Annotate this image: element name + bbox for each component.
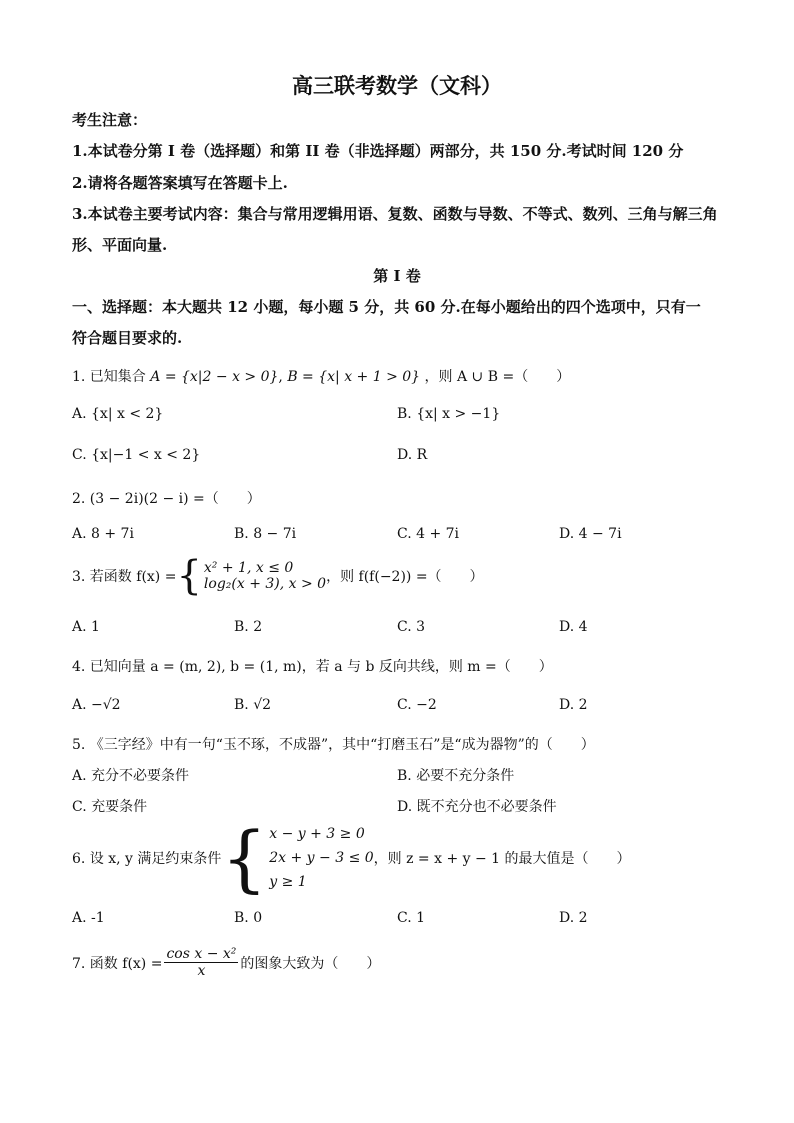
question-3-stem [72, 553, 484, 599]
section-instructions-line-1: 一、选择题：本大题共 12 小题，每小题 5 分，共 60 分.在每小题给出的四个选项中，只有一 [72, 298, 701, 316]
left-brace-icon: { [176, 553, 202, 599]
question-2-option-d[interactable]: D. 4 − 7i [559, 526, 622, 542]
question-5-option-c[interactable]: C. 充要条件 [72, 799, 148, 815]
question-4-option-d[interactable]: D. 2 [559, 697, 588, 713]
question-5-option-a[interactable]: A. 充分不必要条件 [72, 768, 190, 784]
question-6-prefix: 6. 设 x, y 满足约束条件 [72, 851, 222, 867]
question-6-option-a[interactable]: A. -1 [72, 910, 105, 926]
notice-item-3-line-1: 3.本试卷主要考试内容：集合与常用逻辑用语、复数、函数与导数、不等式、数列、三角与解三角 [72, 205, 718, 223]
question-3-suffix: ，则 f(f(−2)) =（ ） [326, 569, 484, 585]
question-7-fraction [164, 946, 238, 979]
question-1-set-b: B = {x| x + 1 > 0} [287, 369, 421, 385]
question-3-case-2: log₂(x + 3), x > 0 [203, 576, 327, 592]
question-7-suffix: 的图象大致为（ ） [240, 955, 381, 972]
question-6-option-c[interactable]: C. 1 [397, 910, 426, 926]
question-1-option-d[interactable]: D. R [397, 447, 428, 463]
question-7-prefix: 7. 函数 f(x) = [72, 955, 163, 972]
question-6-constraints [221, 816, 374, 900]
question-2-stem: 2. (3 − 2i)(2 − i) =（ ） [72, 491, 261, 507]
page-title: 高三联考数学（文科） [292, 73, 502, 98]
question-4-option-c[interactable]: C. −2 [397, 697, 437, 713]
question-6-case-2: 2x + y − 3 ≤ 0 [269, 850, 374, 866]
notice-item-2: 2.请将各题答案填写在答题卡上. [72, 174, 288, 192]
question-1-suffix: ，则 A ∪ B =（ ） [424, 369, 571, 385]
question-3-case-1: x² + 1, x ≤ 0 [203, 560, 294, 576]
question-1-option-c[interactable]: C. {x|−1 < x < 2} [72, 447, 201, 463]
question-5-option-b[interactable]: B. 必要不充分条件 [397, 768, 515, 784]
left-brace-icon: { [221, 816, 268, 900]
question-6-option-b[interactable]: B. 0 [234, 910, 263, 926]
question-7-numerator: cos x − x² [166, 946, 237, 962]
question-6-suffix: ，则 z = x + y − 1 的最大值是（ ） [373, 851, 631, 867]
notice-item-1: 1.本试卷分第 I 卷（选择题）和第 II 卷（非选择题）两部分，共 150 分.考试时间 120 分 [72, 142, 684, 160]
section-instructions-line-2: 符合题目要求的. [72, 329, 183, 347]
question-3-option-b[interactable]: B. 2 [234, 619, 263, 635]
question-6-case-3: y ≥ 1 [269, 874, 307, 890]
question-4-option-b[interactable]: B. √2 [234, 697, 272, 713]
question-4-stem: 4. 已知向量 a = (m, 2), b = (1, m)，若 a 与 b 反向共线，则 m =（ ） [72, 659, 553, 675]
notice-item-3-line-2: 形、平面向量. [72, 236, 168, 254]
question-6-case-1: x − y + 3 ≥ 0 [269, 826, 365, 842]
question-3-option-d[interactable]: D. 4 [559, 619, 588, 635]
question-1-set-a: A = {x|2 − x > 0} [150, 369, 279, 385]
question-1-option-a[interactable]: A. {x| x < 2} [72, 406, 164, 422]
notice-heading: 考生注意： [72, 111, 148, 129]
question-3-prefix: 3. 若函数 f(x) = [72, 569, 177, 585]
question-2-option-a[interactable]: A. 8 + 7i [72, 526, 134, 542]
question-6-option-d[interactable]: D. 2 [559, 910, 588, 926]
question-3-option-a[interactable]: A. 1 [72, 619, 100, 635]
question-2-option-b[interactable]: B. 8 − 7i [234, 526, 297, 542]
question-5-option-d[interactable]: D. 既不充分也不必要条件 [397, 799, 557, 815]
question-3-option-c[interactable]: C. 3 [397, 619, 426, 635]
volume-heading: 第 I 卷 [373, 267, 421, 285]
question-6-stem [72, 816, 631, 900]
question-3-piecewise [176, 553, 327, 599]
question-2-option-c[interactable]: C. 4 + 7i [397, 526, 460, 542]
question-1-prefix: 1. 已知集合 [72, 369, 146, 385]
question-5-stem: 5. 《三字经》中有一句“玉不琢，不成器”，其中“打磨玉石”是“成为器物”的（ ） [72, 737, 595, 753]
question-1-option-b[interactable]: B. {x| x > −1} [397, 406, 501, 422]
question-7-stem [72, 946, 380, 979]
question-7-denominator: x [197, 963, 206, 979]
question-1-stem: 1. 已知集合 A = {x|2 − x > 0}, B = {x| x + 1 > 0} ，则 A ∪ B =（ ） [72, 369, 571, 385]
question-4-option-a[interactable]: A. −√2 [72, 697, 121, 713]
